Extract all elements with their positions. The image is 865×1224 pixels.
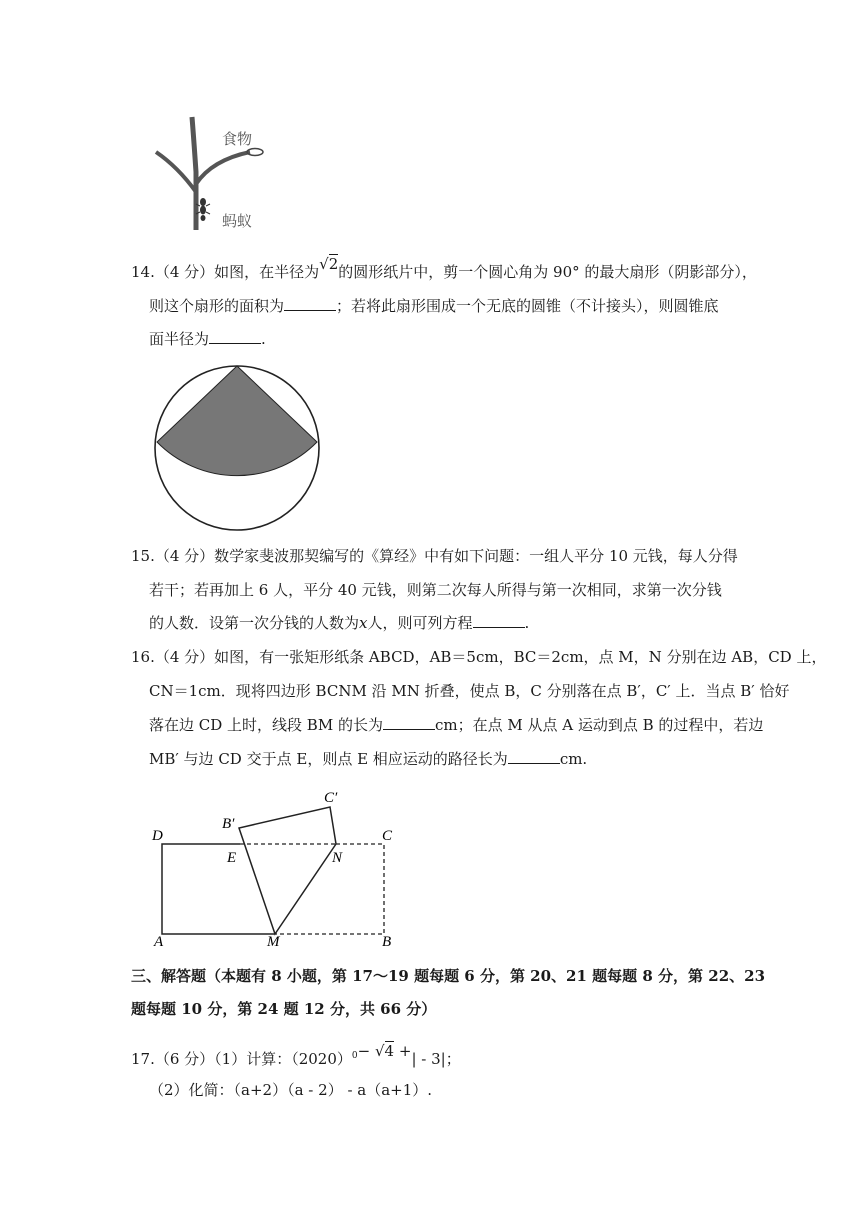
folded-quadrilateral	[239, 807, 336, 934]
q16-line-2: CN＝1cm．现将四边形 BCNM 沿 MN 折叠，使点 B，C 分别落在点 B′，C′ 上．当点 B′ 恰好	[149, 682, 790, 700]
label-N: N	[332, 850, 343, 866]
ant-label: 蚂蚁	[222, 212, 253, 230]
label-A: A	[154, 934, 164, 950]
label-D: D	[152, 828, 163, 844]
plant-figure	[150, 112, 270, 236]
rectangle-fold-figure	[150, 782, 410, 952]
food-label: 食物	[222, 130, 253, 148]
plant-stem	[192, 117, 196, 230]
label-C-prime: C′	[324, 790, 338, 806]
q15-line-1: 15.（4 分）数学家斐波那契编写的《算经》中有如下问题：一组人平分 10 元钱，每人分得	[131, 547, 738, 565]
label-E: E	[227, 850, 237, 866]
label-C: C	[382, 828, 393, 844]
shaded-sector	[157, 366, 317, 476]
q17-line-2: （2）化简：（a+2）（a - 2） - a（a+1）.	[149, 1081, 433, 1099]
sector-figure	[153, 364, 321, 532]
sqrt-symbol: √2	[319, 255, 339, 273]
label-M: M	[267, 934, 280, 950]
label-B: B	[382, 934, 392, 950]
rect-dashed-part	[275, 844, 384, 934]
answer-blank[interactable]	[508, 749, 560, 764]
answer-blank[interactable]	[209, 329, 261, 344]
q16-line-1: 16.（4 分）如图，有一张矩形纸条 ABCD，AB＝5cm，BC＝2cm，点 M，N 分别在边 AB，CD 上，	[131, 648, 827, 666]
label-B-prime: B′	[222, 816, 235, 832]
plant-right-branch	[196, 152, 250, 184]
answer-blank[interactable]	[473, 613, 525, 628]
q14-line-2: 则这个扇形的面积为 ；若将此扇形围成一个无底的圆锥（不计接头），则圆锥底	[149, 297, 719, 315]
q14-line-3: 面半径为 .	[149, 330, 266, 348]
rect-left-part	[162, 844, 275, 934]
plant-left-branch	[156, 152, 196, 192]
q14-line-1: 14.（4 分）如图，在半径为√2的圆形纸片中，剪一个圆心角为 90° 的最大扇形（阴影部分），	[131, 255, 757, 281]
q15-line-3: 的人数．设第一次分钱的人数为x人，则可列方程 .	[149, 614, 530, 632]
sqrt-expression: − √4 +	[357, 1042, 412, 1060]
q17-line-1: 17.（6 分）（1）计算：$(2020)^0- √4$ +| - 3|；	[131, 1042, 461, 1068]
answer-blank[interactable]	[284, 296, 336, 311]
q15-line-2: 若干；若再加上 6 人，平分 40 元钱，则第二次每人所得与第一次相同，求第一次分钱	[149, 581, 722, 599]
q16-line-4: MB′ 与边 CD 交于点 E，则点 E 相应运动的路径长为 cm.	[149, 750, 588, 768]
section-3-heading-line-2: 题每题 10 分，第 24 题 12 分，共 66 分）	[131, 1000, 437, 1018]
section-3-heading-line-1: 三、解答题（本题有 8 小题，第 17～19 题每题 6 分，第 20、21 题每题 8 分，第 22、23	[131, 967, 766, 985]
answer-blank[interactable]	[383, 715, 435, 730]
q16-line-3: 落在边 CD 上时，线段 BM 的长为 cm；在点 M 从点 A 运动到点 B 的过程中，若边	[149, 716, 764, 734]
